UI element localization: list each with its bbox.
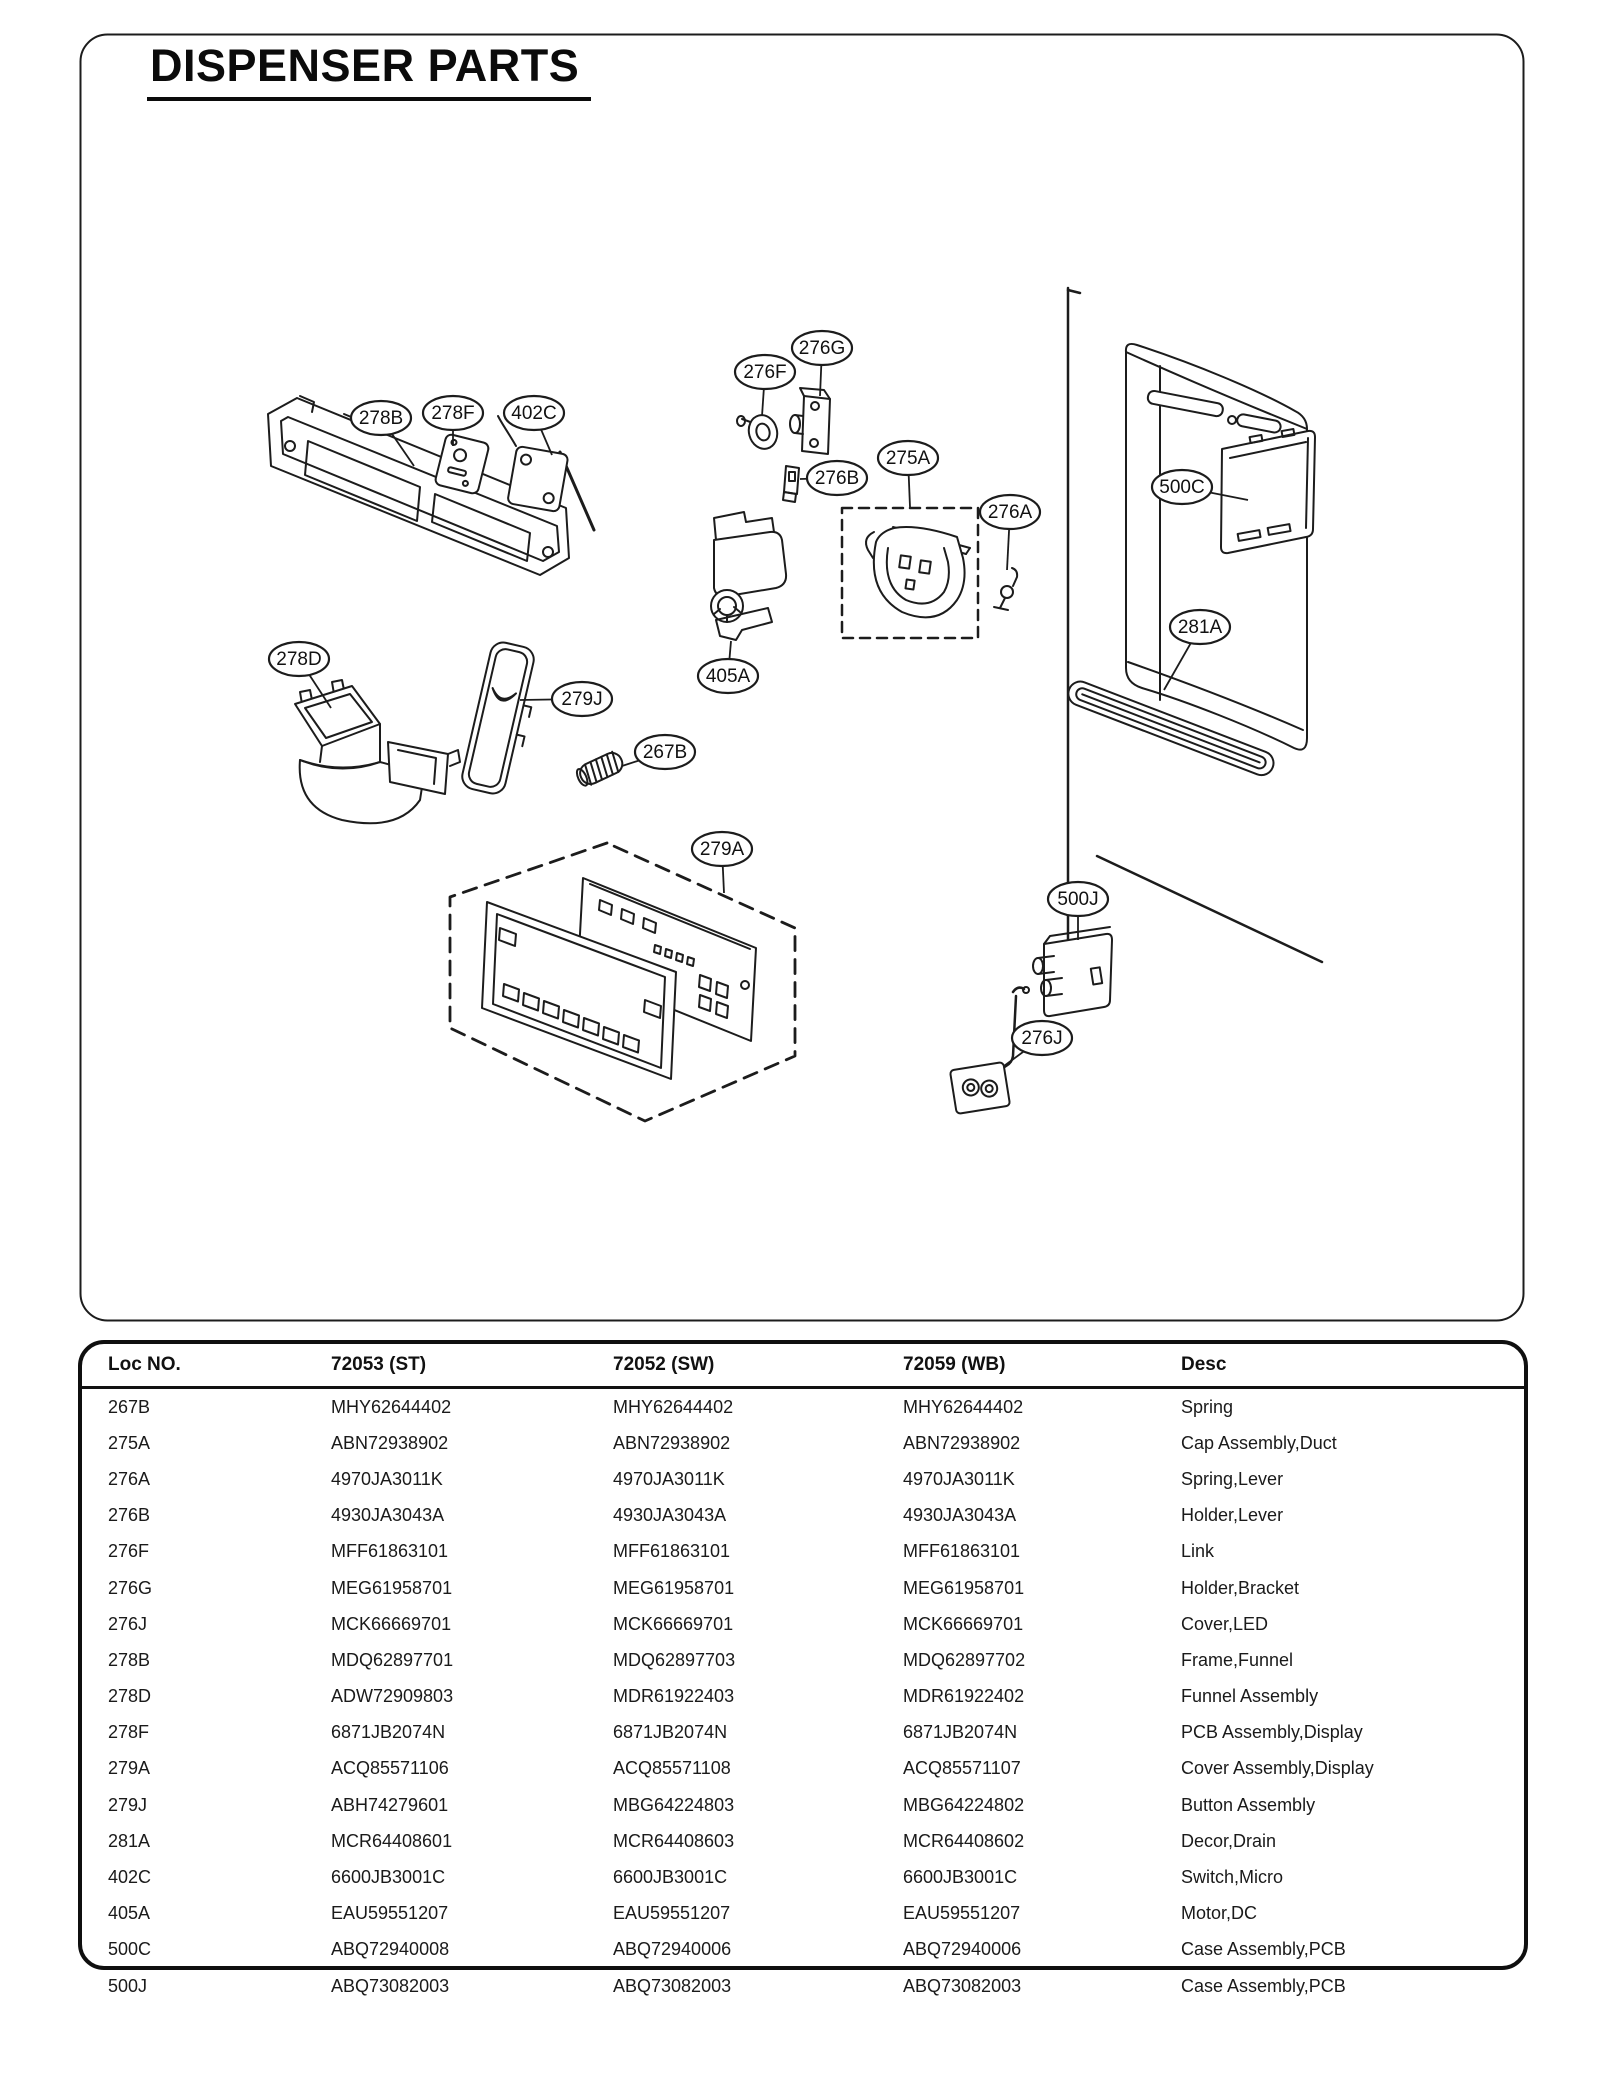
header-72059-wb: 72059 (WB) (903, 1354, 1006, 1375)
cell-wb: EAU59551207 (903, 1903, 1021, 1924)
cell-wb: MCR64408602 (903, 1830, 1025, 1851)
table-row (82, 1461, 1524, 1497)
cell-loc: 276G (108, 1577, 153, 1598)
part-276b-holder-lever-icon (783, 466, 799, 502)
callout-276g (792, 331, 852, 396)
cell-wb: MEG61958701 (903, 1577, 1025, 1598)
header-72052-sw: 72052 (SW) (613, 1354, 715, 1375)
svg-text:276J: 276J (1021, 1028, 1063, 1050)
header-72053-st: 72053 (ST) (331, 1354, 427, 1375)
cell-wb: ACQ85571107 (903, 1758, 1021, 1779)
cell-desc: Switch,Micro (1181, 1867, 1284, 1888)
table-row (82, 1570, 1524, 1606)
parts-table (82, 1344, 1524, 2004)
table-row (82, 1534, 1524, 1570)
cell-loc: 275A (108, 1432, 151, 1453)
cell-st: ABQ72940008 (331, 1939, 450, 1960)
cell-st: ADW72909803 (331, 1686, 454, 1707)
callout-279a (692, 832, 752, 893)
table-row (82, 1751, 1524, 1787)
table-row (82, 1932, 1524, 1968)
cell-desc: Holder,Bracket (1181, 1577, 1300, 1598)
cell-loc: 279J (108, 1794, 148, 1815)
cell-loc: 402C (108, 1867, 152, 1888)
callout-402c (504, 396, 564, 455)
table-row (82, 1715, 1524, 1751)
callout-275a (878, 441, 938, 507)
table-row (82, 1968, 1524, 2004)
table-row (82, 1388, 1524, 1426)
cell-loc: 276B (108, 1505, 151, 1526)
svg-text:276G: 276G (798, 338, 846, 360)
cell-st: MDQ62897701 (331, 1649, 454, 1670)
callout-278f (423, 396, 483, 446)
cell-loc: 281A (108, 1830, 151, 1851)
cell-desc: Holder,Lever (1181, 1505, 1284, 1526)
cell-st: ABN72938902 (331, 1432, 449, 1453)
part-405a-dc-motor-icon (711, 512, 786, 640)
svg-text:279J: 279J (561, 689, 603, 711)
svg-text:500C: 500C (1159, 477, 1205, 499)
cell-loc: 405A (108, 1903, 151, 1924)
cell-sw: ABN72938902 (613, 1432, 731, 1453)
svg-text:278F: 278F (431, 403, 475, 425)
cell-st: MCK66669701 (331, 1613, 452, 1634)
cell-st: 4970JA3011K (331, 1468, 443, 1489)
parts-table-section (78, 1340, 1528, 1996)
callout-276b (800, 461, 867, 495)
svg-text:276B: 276B (814, 468, 860, 490)
table-row (82, 1859, 1524, 1895)
table-row (82, 1823, 1524, 1859)
cell-sw: ABQ73082003 (613, 1975, 732, 1996)
cell-wb: MBG64224802 (903, 1794, 1025, 1815)
cell-desc: Case Assembly,PCB (1181, 1939, 1346, 1960)
cell-wb: MCK66669701 (903, 1613, 1024, 1634)
part-267b-spring-icon (574, 750, 625, 789)
cell-wb: 6871JB2074N (903, 1722, 1018, 1743)
cell-st: MCR64408601 (331, 1830, 453, 1851)
header-desc: Desc (1181, 1354, 1227, 1375)
cell-wb: 6600JB3001C (903, 1867, 1018, 1888)
cell-sw: ACQ85571108 (613, 1758, 731, 1779)
cell-loc: 500C (108, 1939, 152, 1960)
cell-desc: Spring,Lever (1181, 1468, 1284, 1489)
cell-sw: 6600JB3001C (613, 1867, 728, 1888)
cell-loc: 279A (108, 1758, 151, 1779)
svg-text:279A: 279A (699, 839, 745, 861)
part-276a-spring-lever-icon (994, 568, 1017, 610)
callout-279j (520, 682, 612, 716)
callout-276f (735, 355, 795, 416)
cell-loc: 278D (108, 1686, 152, 1707)
cell-st: 6600JB3001C (331, 1867, 446, 1888)
title-underline (147, 97, 591, 101)
svg-text:278B: 278B (358, 408, 404, 430)
cell-desc: Button Assembly (1181, 1794, 1316, 1815)
header-loc-no: Loc NO. (108, 1354, 181, 1375)
cell-desc: Frame,Funnel (1181, 1649, 1294, 1670)
cell-sw: MFF61863101 (613, 1541, 731, 1562)
cell-desc: Motor,DC (1181, 1903, 1258, 1924)
cell-desc: Cover Assembly,Display (1181, 1758, 1374, 1779)
cell-st: MEG61958701 (331, 1577, 453, 1598)
cell-st: MFF61863101 (331, 1541, 449, 1562)
cell-sw: 4970JA3011K (613, 1468, 725, 1489)
table-row (82, 1896, 1524, 1932)
cell-wb: ABQ73082003 (903, 1975, 1022, 1996)
cell-loc: 267B (108, 1396, 151, 1417)
cell-loc: 276J (108, 1613, 148, 1634)
cell-desc: PCB Assembly,Display (1181, 1722, 1363, 1743)
cell-sw: 4930JA3043A (613, 1505, 727, 1526)
cell-desc: Spring (1181, 1396, 1234, 1417)
callout-276a (980, 495, 1040, 570)
cell-sw: 6871JB2074N (613, 1722, 728, 1743)
cell-wb: 4930JA3043A (903, 1505, 1017, 1526)
dispenser-door-panel-icon (1126, 344, 1307, 750)
page-title: DISPENSER PARTS (150, 40, 580, 91)
svg-text:275A: 275A (885, 448, 931, 470)
cell-desc: Decor,Drain (1181, 1830, 1277, 1851)
part-276f-link-icon (737, 412, 781, 452)
callout-267b (622, 735, 695, 769)
part-278d-funnel-assembly-icon (295, 680, 460, 823)
cell-desc: Cover,LED (1181, 1613, 1269, 1634)
table-row (82, 1787, 1524, 1823)
table-row (82, 1498, 1524, 1534)
table-row (82, 1425, 1524, 1461)
parts-table-header (82, 1344, 1524, 1388)
cell-loc: 276A (108, 1468, 151, 1489)
part-275a-cap-assembly-duct-icon (842, 508, 978, 638)
cell-wb: 4970JA3011K (903, 1468, 1015, 1489)
part-500j-case-assembly-pcb-icon (1033, 927, 1112, 1016)
cell-wb: ABQ72940006 (903, 1939, 1022, 1960)
cell-sw: MEG61958701 (613, 1577, 735, 1598)
cell-sw: MCR64408603 (613, 1830, 735, 1851)
cell-desc: Cap Assembly,Duct (1181, 1432, 1337, 1453)
part-279j-button-assembly-icon (460, 640, 544, 798)
cell-wb: MDR61922402 (903, 1686, 1025, 1707)
svg-text:500J: 500J (1057, 889, 1099, 911)
svg-text:276F: 276F (743, 362, 787, 384)
cell-st: ACQ85571106 (331, 1758, 449, 1779)
cell-sw: MDR61922403 (613, 1686, 735, 1707)
cell-wb: ABN72938902 (903, 1432, 1021, 1453)
cell-loc: 276F (108, 1541, 150, 1562)
cell-loc: 278F (108, 1722, 150, 1743)
cell-st: 6871JB2074N (331, 1722, 446, 1743)
cell-sw: ABQ72940006 (613, 1939, 732, 1960)
cell-sw: MBG64224803 (613, 1794, 735, 1815)
cell-loc: 278B (108, 1649, 151, 1670)
cell-sw: MHY62644402 (613, 1396, 734, 1417)
cell-desc: Link (1181, 1541, 1215, 1562)
cell-st: ABQ73082003 (331, 1975, 450, 1996)
parts-table-body (82, 1388, 1524, 2005)
cell-sw: MDQ62897703 (613, 1649, 736, 1670)
table-row (82, 1679, 1524, 1715)
cell-wb: MHY62644402 (903, 1396, 1024, 1417)
svg-text:276A: 276A (987, 502, 1033, 524)
svg-text:405A: 405A (705, 666, 751, 688)
cell-wb: MDQ62897702 (903, 1649, 1026, 1670)
svg-text:267B: 267B (642, 742, 688, 764)
cell-st: ABH74279601 (331, 1794, 449, 1815)
cell-sw: MCK66669701 (613, 1613, 734, 1634)
table-row (82, 1642, 1524, 1678)
svg-text:281A: 281A (1177, 617, 1223, 639)
table-row (82, 1606, 1524, 1642)
callout-500j (1048, 882, 1108, 940)
cell-st: EAU59551207 (331, 1903, 449, 1924)
part-276j-cover-led-icon (950, 987, 1029, 1114)
cell-st: MHY62644402 (331, 1396, 452, 1417)
cell-loc: 500J (108, 1975, 148, 1996)
part-500c-case-assembly-pcb-icon (1221, 429, 1315, 553)
cell-desc: Case Assembly,PCB (1181, 1975, 1346, 1996)
cell-desc: Funnel Assembly (1181, 1686, 1319, 1707)
cell-sw: EAU59551207 (613, 1903, 731, 1924)
cell-wb: MFF61863101 (903, 1541, 1021, 1562)
cell-st: 4930JA3043A (331, 1505, 445, 1526)
callout-405a (698, 641, 758, 693)
part-279a-cover-assembly-display-icon (450, 843, 795, 1121)
svg-text:402C: 402C (511, 403, 557, 425)
svg-text:278D: 278D (276, 649, 322, 671)
part-276g-holder-bracket-icon (790, 388, 830, 454)
